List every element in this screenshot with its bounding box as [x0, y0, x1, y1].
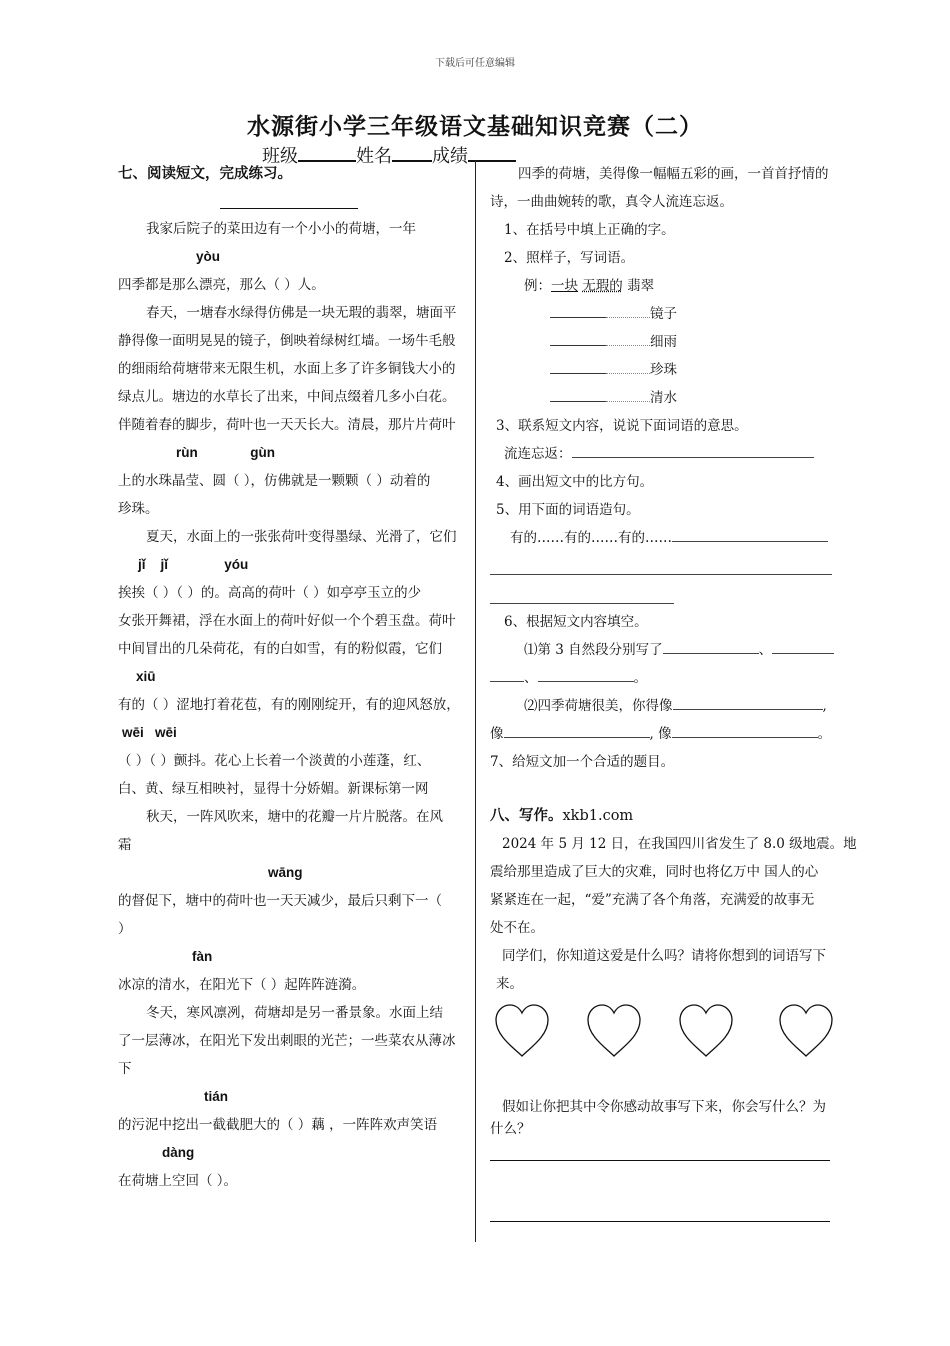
q6-1-text: ⑴第 3 自然段分别写了	[524, 642, 663, 658]
word: 清水	[650, 390, 677, 406]
writing-text: 震给那里造成了巨大的灾难，同时也将亿万中 国人的心	[490, 864, 819, 880]
question-4: 4、画出短文中的比方句。	[496, 474, 654, 490]
score-label: 成绩	[432, 146, 468, 167]
word-row	[490, 384, 835, 412]
passage-line: 了一层薄冰，在阳光下发出刺眼的光芒；一些菜农从薄冰	[118, 1033, 456, 1049]
measure-blank[interactable]	[550, 317, 606, 318]
writing-text: 假如让你把其中令你感动故事写下来，你会写什么？为	[502, 1099, 826, 1115]
word: 珍珠	[650, 362, 677, 378]
q5-line	[490, 524, 835, 552]
q6-blank[interactable]	[490, 681, 524, 682]
header-note: 下载后可任意编辑	[435, 58, 515, 69]
passage-line: ）	[118, 921, 132, 937]
q6-like: 像	[490, 726, 504, 742]
example-line	[490, 272, 835, 300]
passage-line: （ ）（ ）颤抖。花心上长着一个淡黄的小莲蓬，红、	[118, 753, 431, 769]
q6-2-line-cont: 像 , 像 。	[490, 726, 832, 742]
question-5: 5、用下面的词语造句。	[496, 502, 640, 518]
writing-text: 什么？	[490, 1121, 531, 1137]
measure-blank[interactable]	[550, 401, 606, 402]
q6-blank[interactable]	[538, 681, 634, 682]
passage-line: 伴随着春的脚步，荷叶也一天天长大。清晨，那片片荷叶	[118, 417, 456, 433]
writing-text: 处不在。	[490, 920, 544, 936]
passage-line: 上的水珠晶莹、圆（ ），仿佛就是一颗颗（ ）动着的	[118, 473, 431, 489]
heart-shape[interactable]	[494, 1004, 550, 1058]
q6-blank[interactable]	[672, 737, 818, 738]
q6-blank[interactable]	[772, 653, 834, 654]
q6-1-line-cont: 、 。	[490, 664, 835, 692]
passage-line: 霜	[118, 837, 132, 853]
writing-text: 来。	[496, 976, 523, 992]
reading-section	[118, 160, 463, 1195]
passage-line: 白、黄、绿互相映衬，显得十分娇媚。新课标第一网	[118, 781, 429, 797]
writing-text: 同学们，你知道这爱是什么吗？请将你想到的词语写下	[502, 948, 826, 964]
passage-line: 的污泥中挖出一截截肥大的（ ）藕 ，一阵阵欢声笑语	[118, 1117, 438, 1133]
passage-line: 在荷塘上空回（ ）。	[118, 1173, 238, 1189]
passage-line: 冰凉的清水，在阳光下（ ）起阵阵涟漪。	[118, 977, 366, 993]
passage-title-blank[interactable]	[220, 188, 358, 209]
q6-like: 像	[658, 726, 672, 742]
passage-line: 静得像一面明晃晃的镜子，倒映着绿树红墙。一场牛毛般	[118, 333, 456, 349]
writing-heading: 八、写作。	[490, 807, 563, 824]
writing-text: 紧紧连在一起，“爱”充满了各个角落，充满爱的故事无	[490, 892, 815, 908]
word: 细雨	[650, 334, 677, 350]
passage-line: 冬天，寒风凛冽，荷塘却是另一番景象。水面上结	[146, 1005, 443, 1021]
adjective-blank[interactable]	[606, 401, 650, 402]
passage-line: 的督促下，塘中的荷叶也一天天减少，最后只剩下一（	[118, 893, 442, 909]
example-adjective: 无瑕的	[582, 278, 623, 294]
passage-line: 的细雨给荷塘带来无限生机，水面上多了许多铜钱大小的	[118, 361, 456, 377]
heart-row	[494, 1004, 835, 1058]
passage-line: 四季都是那么漂亮，那么（ ）人。	[118, 277, 325, 293]
pinyin-hint: wēi wēi	[122, 725, 177, 740]
pinyin-hint: jǐ jǐ yóu	[138, 557, 249, 572]
heart-shape[interactable]	[778, 1004, 834, 1058]
heart-shape[interactable]	[678, 1004, 734, 1058]
question-1: 1、在括号中填上正确的字。	[504, 222, 675, 238]
writing-answer-line[interactable]	[490, 1140, 830, 1161]
passage-line: 珍珠。	[118, 501, 159, 517]
q5-answer-line[interactable]	[490, 552, 832, 575]
q6-blank[interactable]	[663, 653, 759, 654]
section-7-heading: 七、阅读短文，完成练习。	[118, 165, 292, 182]
heart-shape[interactable]	[586, 1004, 642, 1058]
class-label: 班级	[262, 146, 298, 167]
passage-line: 中间冒出的几朵荷花，有的白如雪，有的粉似霞，它们	[118, 641, 442, 657]
example-measure: 一块	[551, 278, 578, 294]
measure-blank[interactable]	[550, 373, 606, 374]
column-divider	[475, 160, 476, 1242]
word-row	[490, 300, 835, 328]
pinyin-hint: yòu	[196, 249, 221, 264]
q6-2-text: ⑵四季荷塘很美，你得像	[524, 698, 673, 714]
q6-blank[interactable]	[504, 737, 650, 738]
passage-line: 有的（ ）涩地打着花苞，有的刚刚绽开，有的迎风怒放，	[118, 697, 460, 713]
pinyin-hint: wāng	[268, 865, 303, 880]
passage-line: 下	[118, 1061, 132, 1077]
q5-pattern: 有的……有的……有的……	[510, 530, 672, 546]
q3-answer-line	[490, 440, 835, 468]
pinyin-hint: tián	[204, 1089, 229, 1104]
measure-blank[interactable]	[550, 345, 606, 346]
q3-term: 流连忘返：	[504, 446, 572, 462]
page-title: 水源街小学三年级语文基础知识竞赛（二）	[247, 113, 703, 140]
questions-section	[490, 160, 857, 1222]
passage-line: 春天，一塘春水绿得仿佛是一块无瑕的翡翠，塘面平	[146, 305, 457, 321]
question-7: 7、给短文加一个合适的题目。	[490, 754, 675, 770]
adjective-blank[interactable]	[606, 373, 650, 374]
passage-line: 绿点儿。塘边的水草长了出来，中间点缀着几多小白花。	[118, 389, 456, 405]
passage-line: 秋天，一阵风吹来，塘中的花瓣一片片脱落。在风	[146, 809, 443, 825]
passage-line: 夏天，水面上的一张张荷叶变得墨绿、光滑了，它们	[146, 529, 457, 545]
question-2: 2、照样子，写词语。	[504, 250, 635, 266]
adjective-blank[interactable]	[606, 345, 650, 346]
word-row	[490, 328, 835, 356]
example-label: 例：	[524, 278, 551, 294]
passage-line: 我家后院子的菜田边有一个小小的荷塘，一年	[146, 221, 416, 237]
question-3: 3、联系短文内容，说说下面词语的意思。	[496, 418, 748, 434]
pinyin-hint: dàng	[162, 1145, 195, 1160]
site-mark: xkb1.com	[562, 808, 634, 824]
pinyin-hint: xiū	[136, 669, 156, 684]
pinyin-hint: rùn gùn	[176, 445, 275, 460]
name-label: 姓名	[356, 146, 392, 167]
pinyin-hint: fàn	[192, 949, 213, 964]
passage-line: 诗，一曲曲婉转的歌，真令人流连忘返。	[490, 194, 733, 210]
example-noun: 翡翠	[627, 278, 655, 294]
word: 镜子	[650, 306, 677, 322]
passage-line: 女张开舞裙，浮在水面上的荷叶好似一个个碧玉盘。荷叶	[118, 613, 456, 629]
writing-text: 2024 年 5 月 12 日，在我国四川省发生了 8.0 级地震。地	[502, 836, 857, 852]
q3-answer-blank[interactable]	[572, 457, 814, 458]
q6-blank[interactable]	[673, 709, 823, 710]
q6-2-line: ⑵四季荷塘很美，你得像 ,	[524, 698, 827, 714]
word-row	[490, 356, 835, 384]
section-8-heading	[490, 802, 835, 830]
passage-line: 挨挨（ ）（ ）的。高高的荷叶（ ）如亭亭玉立的少	[118, 585, 422, 601]
passage-line: 四季的荷塘，美得像一幅幅五彩的画，一首首抒情的	[518, 166, 829, 182]
writing-answer-line[interactable]	[490, 1161, 830, 1222]
question-6: 6、根据短文内容填空。	[504, 614, 648, 630]
q6-1-line: ⑴第 3 自然段分别写了 、	[490, 636, 835, 664]
adjective-blank[interactable]	[606, 317, 650, 318]
q5-answer-blank[interactable]	[672, 541, 828, 542]
q5-answer-line[interactable]	[490, 581, 674, 604]
